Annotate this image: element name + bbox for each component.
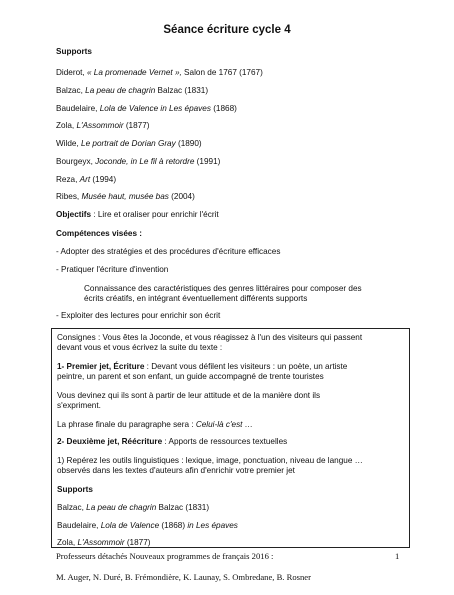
objectifs-line: Objectifs : Lire et oraliser pour enrichir l'écrit [56, 210, 219, 219]
consignes-box [51, 328, 410, 548]
support-item: Balzac, La peau de chagrin Balzac (1831) [56, 86, 209, 95]
box-support-item: Zola, L'Assommoir (1877) [57, 538, 151, 547]
premier-jet-line: peintre, un parent et son enfant, un guide accompagné de trente touristes [57, 372, 324, 381]
box-supports-heading: Supports [57, 485, 93, 494]
devinez-text: s'expriment. [57, 401, 101, 410]
reperez-text: 1) Repérez les outils linguistiques : lexique, image, ponctuation, niveau de langue … [57, 456, 363, 465]
competences-heading: Compétences visées : [56, 229, 143, 238]
supports-heading: Supports [56, 47, 92, 56]
consignes-text: devant vous et vous écrivez la suite du texte : [57, 343, 223, 352]
phrase-finale: La phrase finale du paragraphe sera : Celui-là c'est … [57, 420, 253, 429]
consignes-text: Consignes : Vous êtes la Joconde, et vous réagissez à l'un des visiteurs qui passent [57, 333, 363, 342]
deuxieme-jet-line: 2- Deuxième jet, Réécriture : Apports de ressources textuelles [57, 437, 288, 446]
support-item: Diderot, « La promenade Vernet », Salon de 1767 (1767) [56, 68, 263, 77]
page-title: Séance écriture cycle 4 [163, 24, 291, 36]
footer-authors: M. Auger, N. Duré, B. Frémondière, K. Launay, S. Ombredane, B. Rosner [56, 572, 311, 582]
support-item: Zola, L'Assommoir (1877) [56, 121, 150, 130]
competence-detail: écrits créatifs, en intégrant éventuellement différents supports [84, 294, 308, 303]
competence-item: - Adopter des stratégies et des procédures d'écriture efficaces [56, 247, 281, 256]
competence-detail: Connaissance des caractéristiques des genres littéraires pour composer des [84, 284, 362, 293]
support-item: Bourgeyx, Joconde, in Le fil à retordre (1991) [56, 157, 221, 166]
page-number: 1 [395, 551, 400, 561]
premier-jet-line: 1- Premier jet, Écriture : Devant vous défilent les visiteurs : un poète, un artiste [57, 362, 348, 371]
devinez-text: Vous devinez qui ils sont à partir de leur attitude et de la manière dont ils [57, 391, 321, 400]
support-item: Reza, Art (1994) [56, 175, 117, 184]
support-item: Wilde, Le portrait de Dorian Gray (1890) [56, 139, 202, 148]
footer-line: Professeurs détachés Nouveaux programmes de français 2016 : [56, 551, 274, 561]
competence-item: - Exploiter des lectures pour enrichir son écrit [56, 311, 221, 320]
box-support-item: Baudelaire, Lola de Valence (1868) in Les épaves [57, 521, 238, 530]
competence-item: - Pratiquer l'écriture d'invention [56, 265, 169, 274]
support-item: Ribes, Musée haut, musée bas (2004) [56, 192, 195, 201]
reperez-text: observés dans les textes d'auteurs afin d'enrichir votre premier jet [57, 466, 295, 475]
support-item: Baudelaire, Lola de Valence in Les épaves (1868) [56, 104, 237, 113]
box-support-item: Balzac, La peau de chagrin Balzac (1831) [57, 503, 210, 512]
